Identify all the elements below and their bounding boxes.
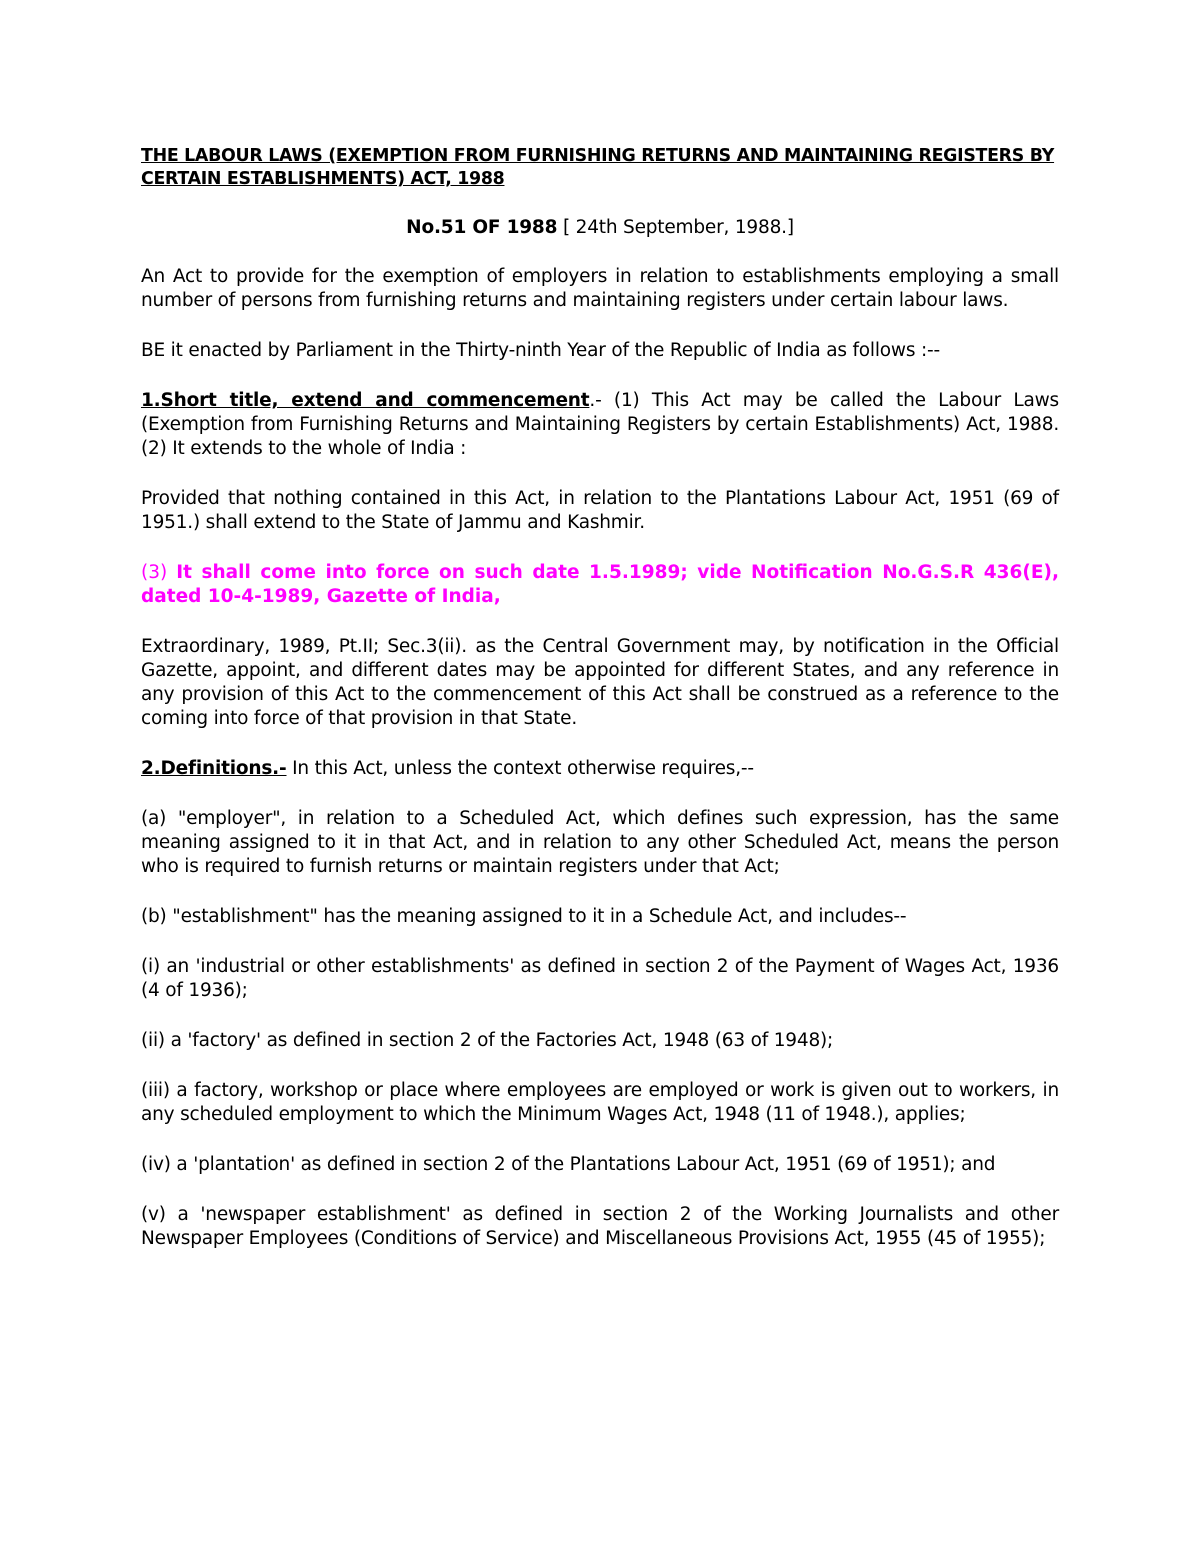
act-number: No.51 OF 1988 bbox=[406, 217, 558, 238]
section-1-heading: 1.Short title, extend and commencement bbox=[141, 390, 590, 411]
definition-ii: (ii) a 'factory' as defined in section 2 of the Factories Act, 1948 (63 of 1948); bbox=[141, 1030, 834, 1051]
section-1-paragraph bbox=[141, 389, 1059, 461]
document-title: THE LABOUR LAWS (EXEMPTION FROM FURNISHING RETURNS AND MAINTAINING REGISTERS BY CERTAIN ESTABLISHMENTS) ACT, 1988 bbox=[141, 146, 1055, 189]
definition-b: (b) "establishment" has the meaning assigned to it in a Schedule Act, and includes-- bbox=[141, 906, 907, 927]
section-2-heading: 2.Definitions.- bbox=[141, 758, 287, 779]
preamble-paragraph: An Act to provide for the exemption of employers in relation to establishments employing a small number of persons from furnishing returns and maintaining registers under certain labour laws. bbox=[141, 266, 1059, 311]
definition-iii: (iii) a factory, workshop or place where employees are employed or work is given out to workers, in any scheduled employment to which the Minimum Wages Act, 1948 (11 of 1948.), applies; bbox=[141, 1080, 1059, 1125]
definition-iv: (iv) a 'plantation' as defined in section 2 of the Plantations Labour Act, 1951 (69 of 1951); and bbox=[141, 1154, 996, 1175]
definition-a: (a) "employer", in relation to a Scheduled Act, which defines such expression, has the same meaning assigned to it in that Act, and in relation to any other Scheduled Act, means the person who is required to furnish returns or maintain registers under that Act; bbox=[141, 808, 1059, 877]
section-2-paragraph bbox=[141, 757, 1059, 781]
definition-i: (i) an 'industrial or other establishments' as defined in section 2 of the Payment of Wages Act, 1936 (4 of 1936); bbox=[141, 956, 1059, 1001]
proviso-paragraph: Provided that nothing contained in this Act, in relation to the Plantations Labour Act, 1951 (69 of 1951.) shall extend to the State of Jammu and Kashmir. bbox=[141, 488, 1059, 533]
clause-3-text: It shall come into force on such date 1.5.1989; vide Notification No.G.S.R 436(E), dated 10-4-1989, Gazette of India, bbox=[141, 562, 1059, 607]
clause-3-paragraph bbox=[141, 561, 1059, 609]
section-2-text: In this Act, unless the context otherwise requires,-- bbox=[286, 758, 754, 779]
act-date: [ 24th September, 1988.] bbox=[557, 217, 794, 238]
enactment-paragraph: BE it enacted by Parliament in the Thirty-ninth Year of the Republic of India as follows :-- bbox=[141, 340, 940, 361]
section-1-text: .- (1) This Act may be called the Labour Laws (Exemption from Furnishing Returns and Maintaining Registers by certain Establishments) Act, 1988. (2) It extends to the whole of India : bbox=[141, 390, 1059, 459]
document-page bbox=[141, 145, 1059, 1277]
clause-3-prefix: (3) bbox=[141, 562, 177, 583]
act-number-line bbox=[141, 216, 1059, 240]
extraordinary-paragraph: Extraordinary, 1989, Pt.II; Sec.3(ii). as the Central Government may, by notification in the Official Gazette, appoint, and different dates may be appointed for different States, and any reference in any provision of this Act to the commencement of this Act shall be construed as a reference to the coming into force of that provision in that State. bbox=[141, 636, 1059, 729]
definition-v: (v) a 'newspaper establishment' as defined in section 2 of the Working Journalists and other Newspaper Employees (Conditions of Service) and Miscellaneous Provisions Act, 1955 (45 of 1955); bbox=[141, 1204, 1059, 1249]
